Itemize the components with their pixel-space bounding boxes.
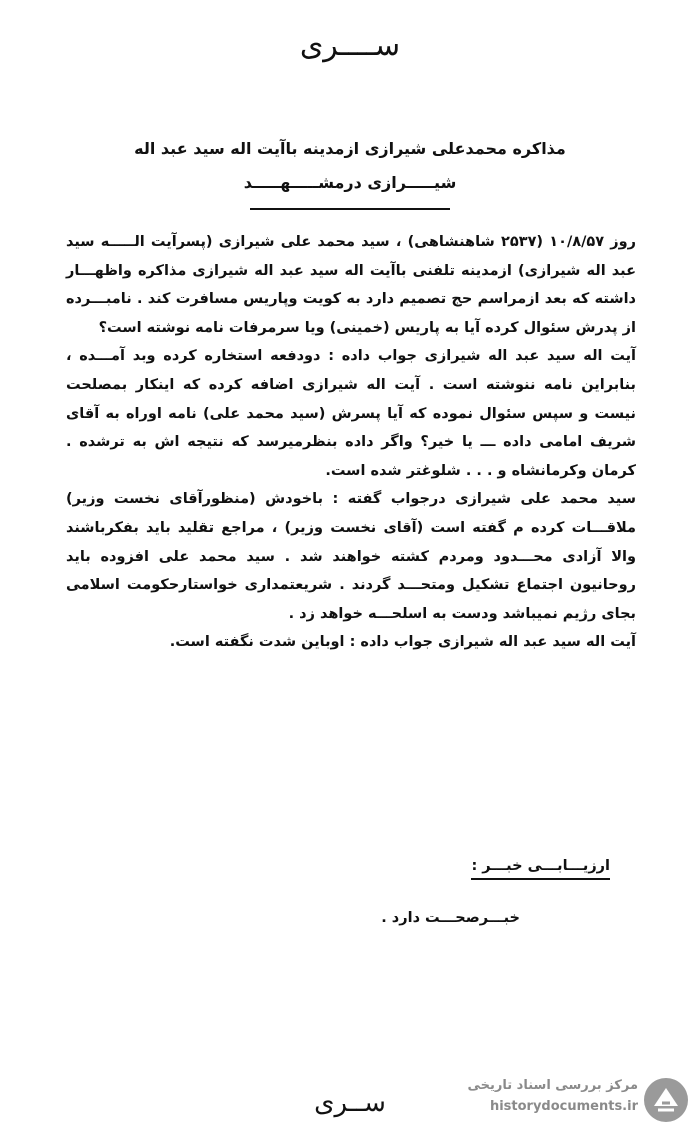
watermark-org-name: مرکز بررسی اسناد تاریخی	[467, 1078, 638, 1093]
watermark-text	[468, 1078, 639, 1114]
title-line-2: شیـــــرازی درمشـــــهـــــد	[243, 173, 457, 192]
watermark	[467, 1074, 690, 1132]
paragraph-3: سید محمد علی شیرازی درجواب گفته : باخودش (منظورآقای نخست وزیر) ملاقـــات کرده م گفته است (آقای نخست وزیر) ، مراجع تقلید باید بفکرباشند والا آزادی محـــدود ومردم کشته خواهند شد . سید محمد علی افزوده باید روحانیون اجتماع تشکیل ومتحـــد گردند . شریعتمداری خواستارحکومت اسلامی بجای رژیم نمیباشد ودست به اسلحـــه خواهد زد .	[66, 491, 636, 622]
title-underline	[250, 208, 450, 210]
document-body	[66, 228, 636, 657]
paragraph-4: آیت اله سید عبد اله شیرازی جواب داده : اوباین شدت نگفته است.	[169, 634, 636, 651]
paragraph-1: روز ۱۰/۸/۵۷ (۲۵۳۷ شاهنشاهی) ، سید محمد علی شیرازی (پسرآیت الـــــه سید عبد اله شیرازی) ازمدینه تلفنی باآیت اله سید عبد اله شیرازی مذاکره واظهـــار داشته که بعد ازمراسم حج تصمیم دارد به کویت وپاریس مسافرت کند . نامبـــرده از پدرش سئوال کرده آیا به پاریس (خمینی) ویا سرمرفات نامه نوشته است؟	[66, 234, 636, 336]
news-evaluation	[310, 858, 610, 926]
document-title	[120, 132, 580, 210]
evaluation-value: خبـــرصحـــت دارد .	[381, 910, 520, 926]
archive-logo-icon	[642, 1076, 690, 1124]
paragraph-2: آیت اله سید عبد اله شیرازی جواب داده : دودفعه استخاره کرده وبد آمـــده ، بنابراین نامه ننوشته است . آیت اله شیرازی اضافه کرده که اینکار بمصلحت نیست و سپس سئوال نموده که آیا پسرش (سید محمد علی) نامه اوراه به آقای شریف امامی داده ـــ یا خیر؟ واگر داده بنظرمیرسد که نتیجه اش به ترشده . کرمان وکرمانشاه و . . . شلوغتر شده است.	[66, 348, 636, 479]
classification-mark-top: ســــری	[299, 28, 401, 63]
classification-mark-bottom: ســری	[314, 1088, 386, 1118]
evaluation-label: ارزیـــابـــی خبـــر :	[471, 858, 610, 880]
title-line-1: مذاکره محمدعلی شیرازی ازمدینه باآیت اله سید عبد اله	[134, 139, 566, 158]
watermark-url: historydocuments.ir	[489, 1099, 638, 1114]
